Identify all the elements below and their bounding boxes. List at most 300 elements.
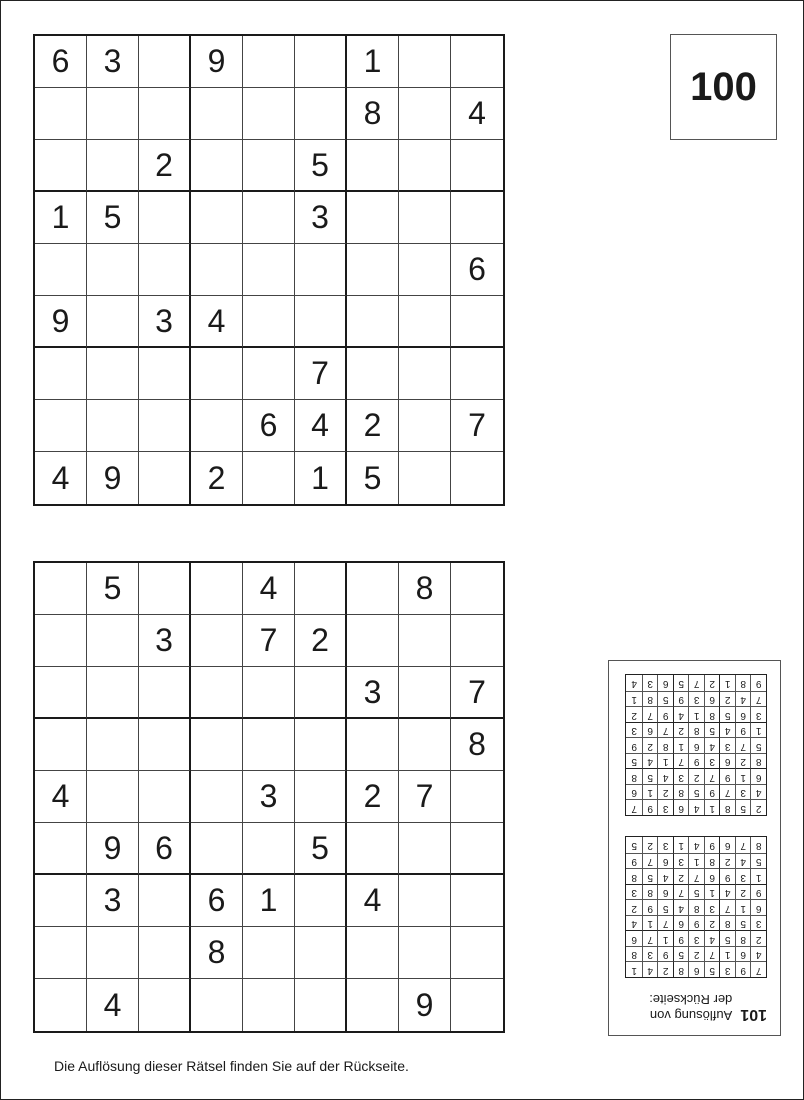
answer-cell: 1	[642, 784, 658, 800]
answer-cell: 2	[689, 769, 705, 785]
sudoku-cell: 7	[243, 615, 295, 667]
sudoku-cell	[295, 927, 347, 979]
answer-cell: 3	[704, 753, 720, 769]
sudoku-cell	[35, 348, 87, 400]
sudoku-cell	[399, 348, 451, 400]
sudoku-cell	[451, 615, 503, 667]
answer-cell: 4	[720, 884, 736, 900]
sudoku-cell	[243, 667, 295, 719]
answer-cell: 1	[735, 900, 751, 916]
sudoku-grid-2	[33, 561, 505, 1033]
sudoku-cell	[35, 667, 87, 719]
sudoku-cell	[191, 979, 243, 1031]
answer-cell: 2	[704, 915, 720, 931]
sudoku-cell: 7	[295, 348, 347, 400]
sudoku-cell: 3	[139, 615, 191, 667]
page-number: 100	[690, 64, 757, 109]
sudoku-cell	[347, 719, 399, 771]
sudoku-cell: 3	[139, 296, 191, 348]
sudoku-cell	[35, 140, 87, 192]
sudoku-cell	[191, 771, 243, 823]
sudoku-cell	[451, 192, 503, 244]
sudoku-cell	[139, 244, 191, 296]
sudoku-cell	[451, 36, 503, 88]
sudoku-cell	[35, 927, 87, 979]
answer-cell: 2	[751, 800, 767, 816]
sudoku-cell: 6	[243, 400, 295, 452]
answer-cell: 7	[720, 784, 736, 800]
answer-cell: 6	[720, 753, 736, 769]
sudoku-cell	[399, 452, 451, 504]
sudoku-cell	[347, 563, 399, 615]
sudoku-cell: 4	[191, 296, 243, 348]
sudoku-cell	[295, 771, 347, 823]
sudoku-cell	[139, 192, 191, 244]
answer-cell: 6	[689, 962, 705, 978]
sudoku-cell	[347, 927, 399, 979]
answer-cell: 3	[642, 946, 658, 962]
answer-cell: 8	[673, 962, 689, 978]
sudoku-cell	[87, 140, 139, 192]
sudoku-cell	[243, 348, 295, 400]
sudoku-cell	[243, 927, 295, 979]
sudoku-cell	[191, 348, 243, 400]
answer-cell: 6	[673, 915, 689, 931]
sudoku-cell: 2	[347, 771, 399, 823]
sudoku-cell	[87, 244, 139, 296]
answer-cell: 1	[704, 800, 720, 816]
answer-cell: 2	[751, 931, 767, 947]
answer-cell: 9	[627, 853, 643, 869]
sudoku-cell	[35, 823, 87, 875]
answer-cell: 2	[720, 691, 736, 707]
answer-cell: 4	[720, 722, 736, 738]
answer-cell: 6	[673, 800, 689, 816]
answer-cell: 4	[658, 869, 674, 885]
sudoku-cell: 1	[243, 875, 295, 927]
sudoku-cell	[87, 88, 139, 140]
answer-cell: 1	[673, 738, 689, 754]
answer-cell: 8	[720, 800, 736, 816]
answer-cell: 3	[673, 853, 689, 869]
answer-cell: 7	[658, 722, 674, 738]
sudoku-cell	[139, 348, 191, 400]
answer-cell: 9	[658, 707, 674, 723]
answer-cell: 7	[673, 884, 689, 900]
sudoku-cell	[399, 244, 451, 296]
answer-cell: 3	[627, 722, 643, 738]
sudoku-cell: 7	[399, 771, 451, 823]
sudoku-cell	[191, 88, 243, 140]
answer-cell: 4	[631, 678, 638, 690]
sudoku-cell	[139, 979, 191, 1031]
sudoku-cell	[451, 140, 503, 192]
sudoku-cell	[35, 719, 87, 771]
answer-cell: 6	[642, 722, 658, 738]
answer-cell: 3	[689, 691, 705, 707]
sudoku-cell	[87, 927, 139, 979]
answer-cell: 8	[720, 915, 736, 931]
sudoku-cell: 2	[295, 615, 347, 667]
sudoku-cell: 3	[87, 875, 139, 927]
answer-cell: 2	[720, 853, 736, 869]
answer-cell: 5	[642, 769, 658, 785]
sudoku-cell	[451, 296, 503, 348]
answer-grid-1	[626, 837, 768, 979]
sudoku-cell	[243, 296, 295, 348]
answer-cell: 4	[642, 962, 658, 978]
answer-cell: 7	[735, 738, 751, 754]
answer-cell: 2	[627, 900, 643, 916]
answer-cell: 1	[627, 691, 643, 707]
answer-cell: 8	[627, 946, 643, 962]
sudoku-cell	[243, 719, 295, 771]
answer-cell: 8	[704, 707, 720, 723]
sudoku-cell: 3	[87, 36, 139, 88]
sudoku-cell	[347, 615, 399, 667]
answer-cell: 7	[751, 691, 767, 707]
sudoku-cell: 5	[87, 563, 139, 615]
answer-cell: 7	[720, 900, 736, 916]
answer-cell: 5	[658, 900, 674, 916]
sudoku-cell	[451, 452, 503, 504]
sudoku-cell	[191, 823, 243, 875]
sudoku-cell: 1	[35, 192, 87, 244]
sudoku-cell	[87, 615, 139, 667]
answer-cell: 6	[735, 946, 751, 962]
sudoku-cell	[35, 979, 87, 1031]
answer-cell: 2	[735, 884, 751, 900]
sudoku-cell	[243, 36, 295, 88]
answer-cell: 1	[720, 946, 736, 962]
sudoku-cell: 3	[347, 667, 399, 719]
sudoku-cell	[35, 615, 87, 667]
answer-cell: 5	[720, 931, 736, 947]
sudoku-cell	[35, 400, 87, 452]
sudoku-cell	[35, 875, 87, 927]
answer-cell: 6	[751, 769, 767, 785]
sudoku-cell	[295, 244, 347, 296]
answer-cell: 5	[658, 691, 674, 707]
answer-cell: 5	[627, 753, 643, 769]
answer-cell: 3	[720, 962, 736, 978]
sudoku-cell	[87, 348, 139, 400]
sudoku-cell	[139, 927, 191, 979]
answer-cell: 8	[735, 676, 751, 692]
sudoku-cell: 5	[295, 823, 347, 875]
answer-cell: 4	[735, 691, 751, 707]
answer-key-label	[649, 991, 767, 1023]
sudoku-cell: 9	[87, 823, 139, 875]
sudoku-grid-1	[33, 34, 505, 506]
answer-cell: 1	[658, 753, 674, 769]
sudoku-cell	[243, 88, 295, 140]
sudoku-cell	[87, 667, 139, 719]
sudoku-cell: 7	[451, 667, 503, 719]
answer-cell: 5	[631, 840, 638, 852]
sudoku-cell: 9	[35, 296, 87, 348]
answer-cell: 8	[751, 753, 767, 769]
answer-cell: 7	[689, 869, 705, 885]
answer-cell: 5	[673, 946, 689, 962]
sudoku-cell	[87, 296, 139, 348]
answer-cell: 3	[720, 738, 736, 754]
sudoku-cell	[399, 719, 451, 771]
answer-cell: 3	[735, 869, 751, 885]
answer-cell: 7	[627, 800, 643, 816]
answer-cell: 6	[751, 900, 767, 916]
sudoku-cell	[399, 927, 451, 979]
sudoku-cell	[347, 244, 399, 296]
answer-cell: 8	[735, 931, 751, 947]
answer-cell: 8	[642, 691, 658, 707]
answer-cell: 4	[704, 931, 720, 947]
sudoku-cell	[139, 36, 191, 88]
sudoku-cell	[399, 88, 451, 140]
answer-cell: 7	[735, 838, 751, 854]
answer-cell: 5	[735, 800, 751, 816]
answer-cell: 7	[704, 769, 720, 785]
sudoku-cell	[243, 452, 295, 504]
answer-cell: 1	[720, 676, 736, 692]
answer-cell: 9	[751, 884, 767, 900]
sudoku-cell: 3	[295, 192, 347, 244]
answer-cell: 1	[751, 869, 767, 885]
answer-cell: 7	[642, 853, 658, 869]
answer-cell: 1	[673, 838, 689, 854]
sudoku-cell	[191, 140, 243, 192]
sudoku-cell	[295, 979, 347, 1031]
answer-cell: 4	[689, 800, 705, 816]
sudoku-cell	[191, 667, 243, 719]
answer-cell: 4	[673, 707, 689, 723]
sudoku-cell	[399, 823, 451, 875]
answer-cell: 9	[689, 915, 705, 931]
sudoku-cell	[295, 36, 347, 88]
sudoku-cell: 9	[191, 36, 243, 88]
answer-cell: 4	[627, 915, 643, 931]
sudoku-cell: 4	[451, 88, 503, 140]
answer-cell: 7	[658, 915, 674, 931]
answer-cell: 3	[751, 707, 767, 723]
answer-key-box	[608, 660, 781, 1036]
answer-cell: 2	[642, 738, 658, 754]
sudoku-cell	[191, 563, 243, 615]
answer-cell: 4	[642, 753, 658, 769]
sudoku-cell	[347, 296, 399, 348]
answer-cell: 5	[751, 853, 767, 869]
answer-cell: 9	[673, 931, 689, 947]
sudoku-cell: 2	[139, 140, 191, 192]
sudoku-cell: 4	[35, 771, 87, 823]
answer-cell: 2	[735, 753, 751, 769]
answer-cell: 9	[735, 962, 751, 978]
answer-cell: 8	[627, 769, 643, 785]
sudoku-cell	[243, 979, 295, 1031]
answer-cell: 9	[751, 676, 767, 692]
sudoku-cell	[191, 719, 243, 771]
sudoku-cell: 6	[139, 823, 191, 875]
answer-cell: 5	[720, 707, 736, 723]
sudoku-cell	[399, 140, 451, 192]
answer-cell: 2	[627, 707, 643, 723]
sudoku-cell	[451, 563, 503, 615]
answer-cell: 8	[751, 838, 767, 854]
sudoku-cell	[347, 823, 399, 875]
sudoku-cell	[87, 400, 139, 452]
answer-cell: 3	[642, 676, 658, 692]
sudoku-cell	[35, 244, 87, 296]
answer-cell: 8	[689, 722, 705, 738]
answer-cell: 9	[704, 838, 720, 854]
footer-note: Die Auflösung dieser Rätsel finden Sie auf der Rückseite.	[54, 1058, 409, 1074]
answer-cell: 4	[704, 738, 720, 754]
answer-cell: 9	[704, 784, 720, 800]
answer-cell: 2	[689, 946, 705, 962]
answer-cell: 5	[673, 676, 689, 692]
sudoku-cell	[35, 88, 87, 140]
sudoku-cell	[295, 875, 347, 927]
sudoku-cell	[347, 348, 399, 400]
answer-cell: 1	[642, 915, 658, 931]
answer-cell: 1	[627, 962, 643, 978]
answer-cell: 2	[673, 869, 689, 885]
sudoku-cell	[191, 244, 243, 296]
sudoku-cell: 9	[87, 452, 139, 504]
sudoku-cell	[451, 348, 503, 400]
sudoku-cell: 8	[191, 927, 243, 979]
answer-cell: 8	[704, 853, 720, 869]
answer-cell: 4	[658, 769, 674, 785]
answer-cell: 7	[751, 962, 767, 978]
answer-cell: 3	[673, 769, 689, 785]
sudoku-cell: 1	[295, 452, 347, 504]
sudoku-cell: 5	[295, 140, 347, 192]
answer-cell: 7	[642, 707, 658, 723]
sudoku-cell	[139, 88, 191, 140]
sudoku-cell: 4	[87, 979, 139, 1031]
sudoku-cell: 6	[35, 36, 87, 88]
answer-cell: 6	[704, 869, 720, 885]
sudoku-cell	[87, 771, 139, 823]
answer-key-text-line1: Auflösung von	[649, 1008, 733, 1023]
sudoku-cell	[139, 452, 191, 504]
answer-cell: 4	[751, 946, 767, 962]
answer-cell: 3	[735, 784, 751, 800]
answer-cell: 9	[720, 769, 736, 785]
sudoku-cell	[295, 667, 347, 719]
sudoku-cell	[399, 36, 451, 88]
sudoku-cell	[243, 192, 295, 244]
answer-cell: 6	[627, 931, 643, 947]
answer-cell: 7	[673, 753, 689, 769]
answer-cell: 1	[658, 931, 674, 947]
sudoku-cell	[295, 88, 347, 140]
sudoku-cell	[399, 192, 451, 244]
answer-cell: 7	[704, 946, 720, 962]
answer-cell: 1	[751, 722, 767, 738]
answer-cell: 5	[689, 784, 705, 800]
answer-key-page-number: 101	[740, 1006, 767, 1023]
sudoku-cell: 6	[451, 244, 503, 296]
sudoku-cell	[399, 667, 451, 719]
answer-cell: 3	[751, 915, 767, 931]
answer-cell: 8	[658, 738, 674, 754]
answer-grid-2	[626, 675, 768, 817]
answer-cell: 3	[627, 884, 643, 900]
sudoku-cell	[399, 400, 451, 452]
sudoku-cell	[399, 875, 451, 927]
sudoku-cell: 3	[243, 771, 295, 823]
sudoku-cell: 4	[243, 563, 295, 615]
answer-cell: 9	[735, 722, 751, 738]
answer-cell: 3	[689, 931, 705, 947]
answer-cell: 2	[658, 784, 674, 800]
sudoku-cell	[451, 875, 503, 927]
sudoku-cell: 6	[191, 875, 243, 927]
answer-cell: 9	[673, 691, 689, 707]
sudoku-cell	[191, 615, 243, 667]
sudoku-cell	[243, 244, 295, 296]
sudoku-cell	[191, 400, 243, 452]
answer-cell: 1	[704, 884, 720, 900]
answer-cell: 8	[642, 884, 658, 900]
sudoku-cell: 4	[347, 875, 399, 927]
answer-cell: 3	[658, 838, 674, 854]
answer-cell: 9	[642, 900, 658, 916]
answer-key-text	[649, 991, 732, 1023]
sudoku-cell	[347, 192, 399, 244]
answer-cell: 6	[704, 691, 720, 707]
answer-cell: 2	[704, 676, 720, 692]
answer-cell: 9	[658, 946, 674, 962]
answer-cell: 9	[689, 753, 705, 769]
sudoku-cell: 8	[347, 88, 399, 140]
sudoku-cell	[347, 140, 399, 192]
answer-cell: 6	[658, 676, 674, 692]
sudoku-cell	[243, 140, 295, 192]
sudoku-cell: 8	[451, 719, 503, 771]
sudoku-cell	[451, 823, 503, 875]
sudoku-cell	[139, 875, 191, 927]
page-number-box	[670, 34, 777, 140]
sudoku-cell	[139, 771, 191, 823]
answer-cell: 1	[689, 707, 705, 723]
answer-key-text-line2: der Rückseite:	[649, 992, 733, 1007]
sudoku-cell: 5	[87, 192, 139, 244]
sudoku-cell	[35, 563, 87, 615]
sudoku-cell	[295, 719, 347, 771]
sudoku-cell	[139, 719, 191, 771]
sudoku-cell	[347, 979, 399, 1031]
answer-cell: 3	[658, 800, 674, 816]
sudoku-cell	[243, 823, 295, 875]
sudoku-cell	[295, 563, 347, 615]
sudoku-cell	[399, 296, 451, 348]
sudoku-cell: 8	[399, 563, 451, 615]
sudoku-cell	[399, 615, 451, 667]
answer-cell: 1	[689, 853, 705, 869]
answer-cell: 8	[627, 869, 643, 885]
sudoku-cell	[191, 192, 243, 244]
sudoku-cell: 5	[347, 452, 399, 504]
sudoku-cell: 2	[191, 452, 243, 504]
sudoku-cell	[451, 979, 503, 1031]
answer-cell: 4	[689, 838, 705, 854]
sudoku-cell: 1	[347, 36, 399, 88]
answer-cell: 6	[720, 838, 736, 854]
answer-cell: 6	[627, 784, 643, 800]
